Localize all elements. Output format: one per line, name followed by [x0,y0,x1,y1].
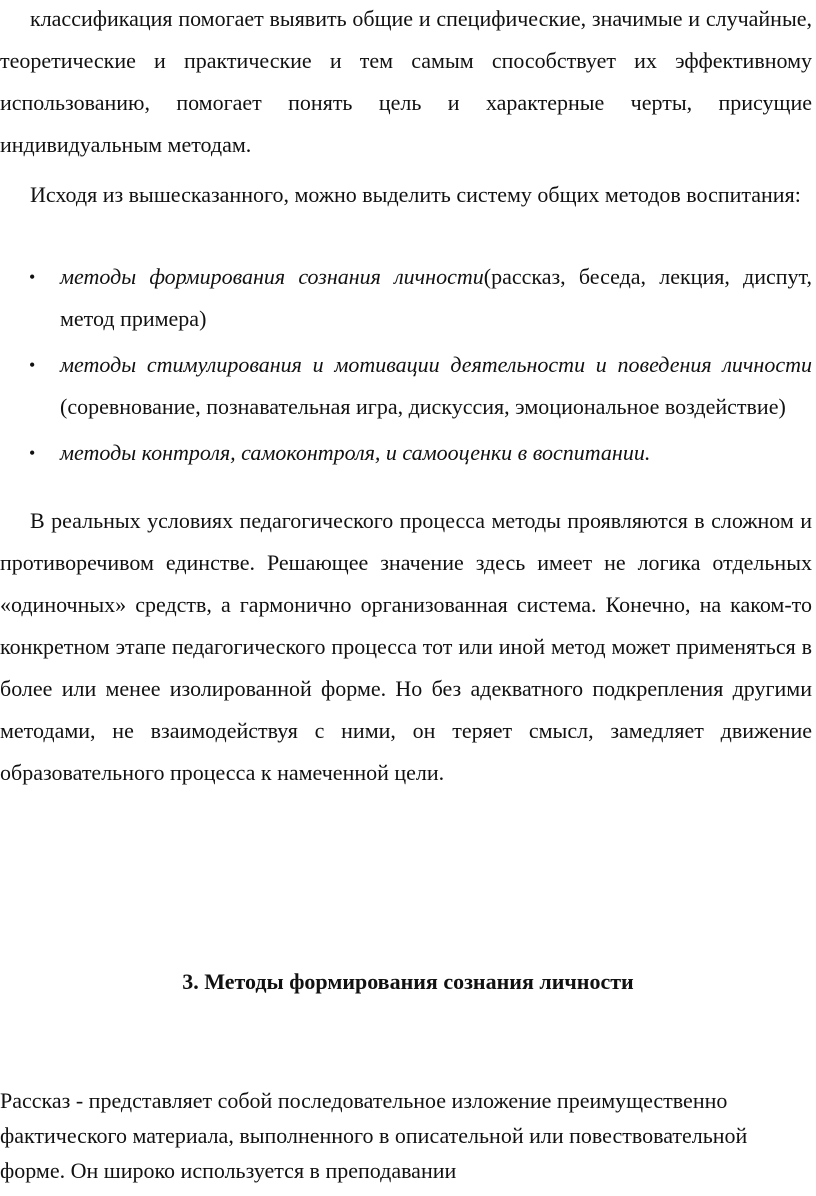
list-item-italic: методы стимулирования и мотивации деятельности и поведения личности [60,352,812,377]
list-item [0,344,812,428]
section-heading: 3. Методы формирования сознания личности [182,969,634,994]
real-conditions-paragraph: В реальных условиях педагогического процесса методы проявляются в сложном и противоречивом единстве. Решающее значение здесь имеет не логика отдельных «одиночных» средств, а гармонично организованная система. Конечно, на каком-то конкретном этапе педагогического процесса тот или иной метод может применяться в более или менее изолированной форме. Но без адекватного подкрепления другими методами, не взаимодействуя с ними, он теряет смысл, замедляет движение образовательного процесса к намеченной цели. [0,508,812,785]
bullet-icon: • [29,355,36,375]
list-item-italic: методы формирования сознания личности [60,264,484,289]
methods-list [0,256,812,478]
list-item-plain: (соревнование, познавательная игра, дискуссия, эмоциональное воздействие) [60,394,786,419]
list-item-italic: методы контроля, самоконтроля, и самооценки в воспитании. [60,440,651,465]
methods-system-paragraph: Исходя из вышесказанного, можно выделить систему общих методов воспитания: [30,182,801,207]
list-item-plain: (рассказ, беседа, лекция, диспут, метод примера) [60,264,812,331]
list-item [0,256,812,340]
intro-paragraph: классификация помогает выявить общие и специфические, значимые и случайные, теоретические и практические и тем самым способствует их эффективному использованию, помогает понять цель и характерные черты, присущие индивидуальным методам. [0,6,812,157]
list-item [0,432,812,474]
bullet-icon: • [29,443,36,463]
bullet-icon: • [29,267,36,287]
story-paragraph: Рассказ - представляет собой последовательное изложение преимущественно фактического материала, выполненного в описательной или повествовательной форме. Он широко используется в преподавании [0,1088,748,1183]
